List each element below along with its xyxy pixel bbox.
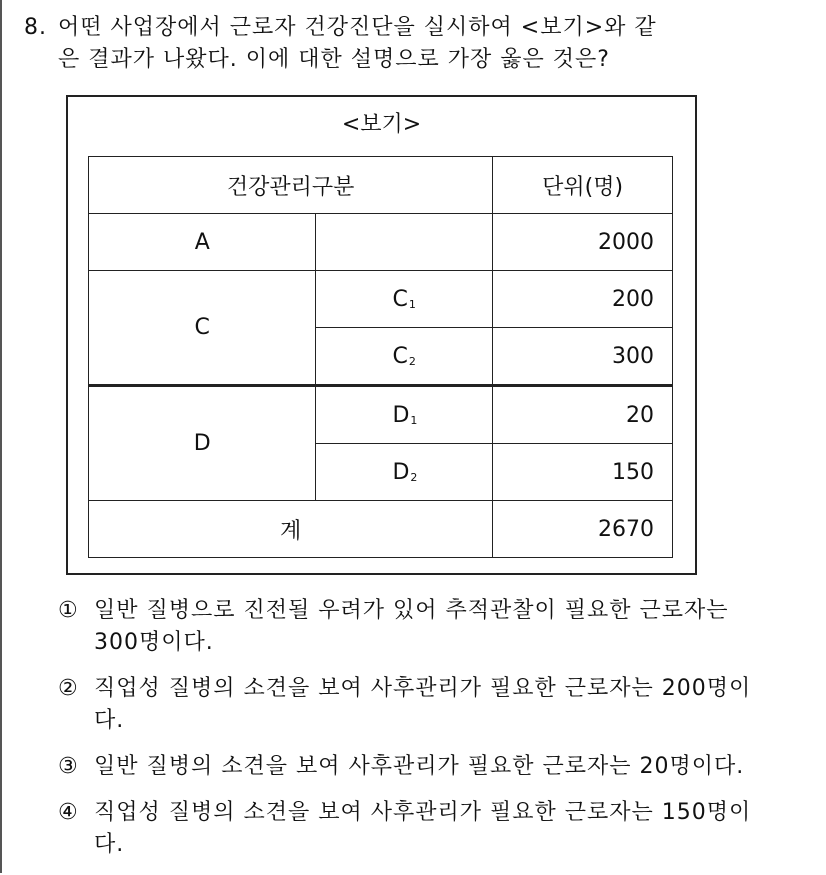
row-value-d2: 150 [493, 444, 673, 501]
sublabel-d1 [316, 386, 493, 444]
row-value-total: 2670 [493, 501, 673, 558]
option-text: 직업성 질병의 소견을 보여 사후관리가 필요한 근로자는 150명이다. [94, 800, 752, 857]
sublabel-c2 [316, 328, 493, 386]
sublabel-d2 [316, 444, 493, 501]
option-text: 일반 질병의 소견을 보여 사후관리가 필요한 근로자는 20명이다. [94, 754, 745, 779]
answer-option-2[interactable] [58, 673, 778, 737]
table-header-row [89, 157, 673, 214]
row-label-total: 계 [89, 501, 493, 558]
sublabel-c1-subscript: 1 [408, 297, 416, 311]
sublabel-c1-base: C [392, 286, 408, 312]
row-label-c: C [89, 271, 316, 386]
row-a-sub-empty [316, 214, 493, 271]
sublabel-d1-base: D [392, 402, 410, 428]
health-management-table [88, 156, 673, 558]
sublabel-c2-base: C [392, 343, 408, 369]
table-row [89, 386, 673, 444]
table-row [89, 271, 673, 328]
option-mark: ② [58, 676, 79, 701]
row-value-d1: 20 [493, 386, 673, 444]
question-text-1: 어떤 사업장에서 근로자 건강진단을 실시하여 <보기>와 같 [58, 15, 657, 40]
table-row [89, 214, 673, 271]
row-label-a: A [89, 214, 316, 271]
header-unit: 단위(명) [493, 157, 673, 214]
answer-option-3[interactable] [58, 751, 778, 783]
sublabel-d2-subscript: 2 [410, 470, 418, 484]
answer-option-1[interactable] [58, 595, 778, 659]
example-box-title: <보기> [341, 112, 422, 137]
row-value-c1: 200 [493, 271, 673, 328]
question-text-2: 은 결과가 나왔다. 이에 대한 설명으로 가장 옳은 것은? [58, 47, 610, 72]
option-text: 일반 질병으로 진전될 우려가 있어 추적관찰이 필요한 근로자는 300명이다. [94, 598, 729, 655]
question-line-1 [24, 12, 784, 44]
row-value-c2: 300 [493, 328, 673, 386]
sublabel-d2-base: D [392, 459, 410, 485]
example-box [66, 95, 697, 575]
option-mark: ④ [58, 800, 79, 825]
question-stem [24, 12, 784, 76]
row-value-a: 2000 [493, 214, 673, 271]
sublabel-d1-subscript: 1 [410, 413, 418, 427]
question-number: 8. [24, 15, 47, 40]
header-category: 건강관리구분 [89, 157, 493, 214]
sublabel-c1 [316, 271, 493, 328]
left-margin-rule [0, 0, 2, 873]
option-mark: ③ [58, 754, 79, 779]
answer-option-4[interactable] [58, 797, 778, 861]
table-total-row [89, 501, 673, 558]
row-label-d: D [89, 386, 316, 501]
option-text: 직업성 질병의 소견을 보여 사후관리가 필요한 근로자는 200명이다. [94, 676, 752, 733]
option-mark: ① [58, 598, 79, 623]
answer-options [58, 595, 778, 875]
sublabel-c2-subscript: 2 [408, 354, 416, 368]
